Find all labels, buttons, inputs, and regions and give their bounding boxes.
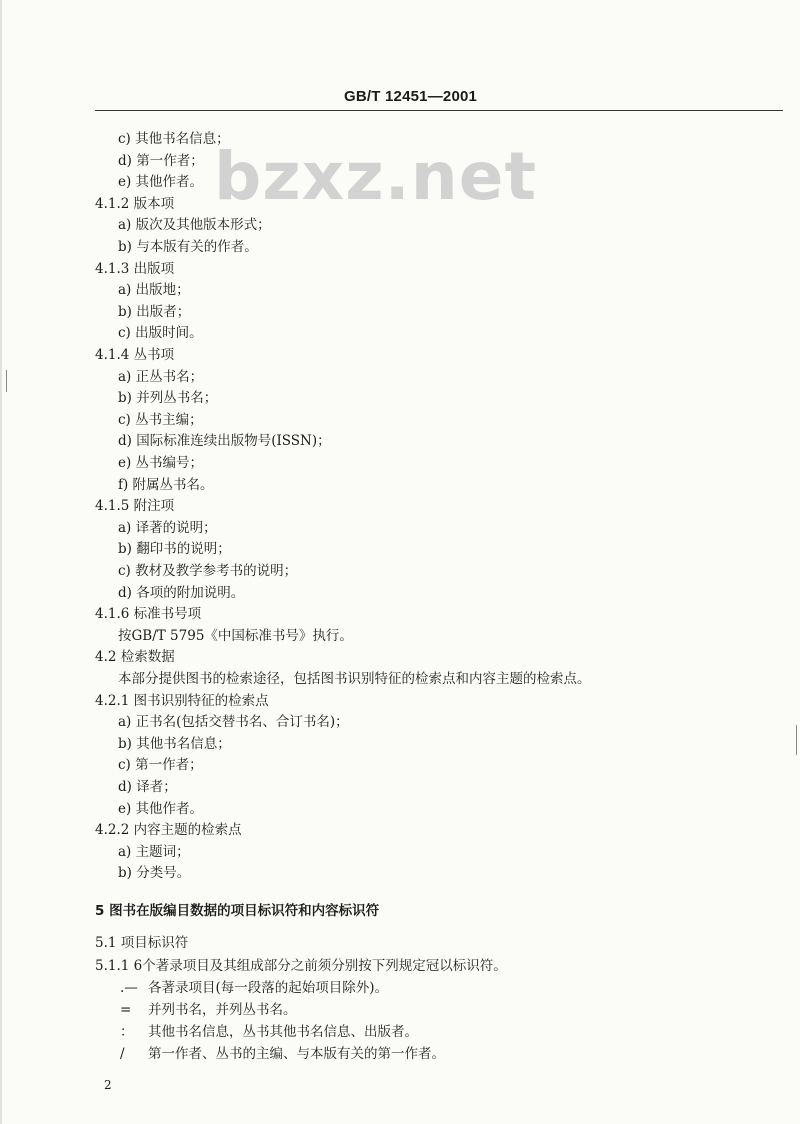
identifier-item [120,1002,297,1018]
clause-heading: 4.2.1 图书识别特征的检索点 [95,692,269,709]
identifier-description: 其他书名信息，丛书其他书名信息、出版者。 [148,1024,418,1040]
list-item: d) 译者； [118,779,177,795]
standard-number: GB/T 12451—2001 [344,88,478,105]
list-item: b) 与本版有关的作者。 [118,239,258,255]
list-item: a) 版次及其他版本形式； [118,217,271,234]
clause-heading: 4.1.4 丛书项 [95,347,175,363]
list-item: c) 丛书主编； [118,411,203,428]
identifier-symbol: = [120,1002,132,1018]
list-item: 按GB/T 5795《中国标准书号》执行。 [118,627,353,644]
list-item: c) 出版时间。 [118,325,203,342]
clause-heading: 4.1.6 标准书号项 [95,606,202,623]
page-number: 2 [104,1078,112,1092]
list-item: a) 正丛书名； [118,368,204,385]
identifier-description: 并列书名，并列丛书名。 [148,1002,297,1018]
clause-heading: 4.1.2 版本项 [95,195,175,212]
clause-heading: 4.1.5 附注项 [95,498,175,515]
list-item: b) 并列丛书名； [118,390,218,407]
list-item: a) 译著的说明； [118,519,217,536]
list-item: d) 第一作者； [118,152,204,169]
section-5-1-heading: 5.1 项目标识符 [95,935,189,951]
identifier-symbol: .— [120,980,138,996]
list-item: a) 主题词； [118,843,190,860]
list-item: c) 教材及教学参考书的说明； [118,563,298,579]
scan-speck [796,725,797,755]
clause-heading: 4.1.3 出版项 [95,260,175,277]
list-item: d) 国际标准连续出版物号(ISSN)； [118,433,331,450]
list-item: d) 各项的附加说明。 [118,584,245,601]
list-item: b) 翻印书的说明； [118,541,231,558]
identifier-item [120,1024,418,1040]
list-item: e) 丛书编号； [118,455,204,471]
list-item: e) 其他作者。 [118,174,204,191]
list-item: f) 附属丛书名。 [118,476,214,493]
list-item: b) 分类号。 [118,865,191,882]
clause-5-1-1: 5.1.1 6个著录项目及其组成部分之前须分别按下列规定冠以标识符。 [95,958,507,974]
identifier-item [120,980,388,996]
list-item: 本部分提供图书的检索途径，包括图书识别特征的检索点和内容主题的检索点。 [118,671,591,687]
list-item: a) 正书名(包括交替书名、合订书名)； [118,714,349,731]
list-item: c) 其他书名信息； [118,131,230,147]
list-item: e) 其他作者。 [118,800,204,817]
section-5-heading: 5 图书在版编目数据的项目标识符和内容标识符 [95,903,380,919]
watermark: bzxz.net [214,138,538,215]
clause-heading: 4.2.2 内容主题的检索点 [95,822,242,839]
identifier-item [120,1046,445,1062]
identifier-symbol: / [120,1046,125,1062]
scan-speck [6,370,7,392]
header-rule [95,110,783,111]
clause-heading: 4.2 检索数据 [95,649,175,666]
identifier-symbol: ： [120,1024,134,1040]
identifier-description: 各著录项目(每一段落的起始项目除外)。 [148,980,389,996]
identifier-description: 第一作者、丛书的主编、与本版有关的第一作者。 [148,1046,445,1062]
list-item: c) 第一作者； [118,757,203,774]
list-item: a) 出版地； [118,282,190,299]
list-item: b) 其他书名信息； [118,735,231,752]
list-item: b) 出版者； [118,303,191,320]
